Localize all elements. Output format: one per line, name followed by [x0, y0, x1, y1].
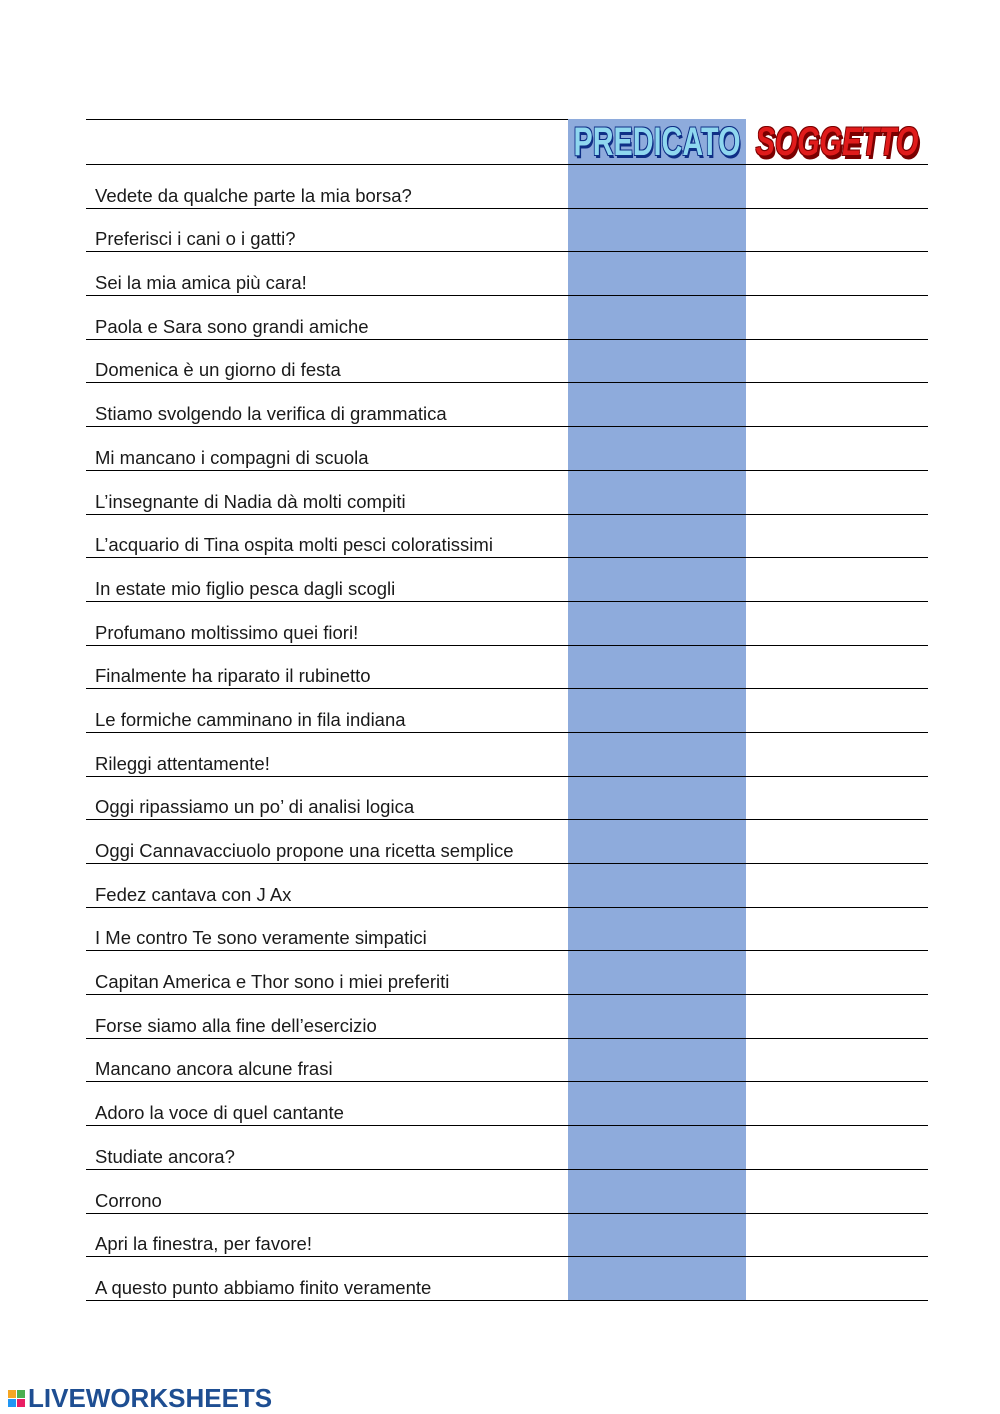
sentence-text: Stiamo svolgendo la verifica di grammatica: [95, 403, 447, 425]
soggetto-answer-cell[interactable]: [746, 515, 928, 558]
soggetto-answer-cell[interactable]: [746, 777, 928, 820]
sentence-row: [86, 383, 928, 427]
soggetto-answer-cell[interactable]: [746, 951, 928, 994]
sentence-text: Adoro la voce di quel cantante: [95, 1102, 344, 1124]
soggetto-answer-cell[interactable]: [746, 733, 928, 776]
sentence-row: [86, 1170, 928, 1214]
sentence-text: Preferisci i cani o i gatti?: [95, 228, 296, 250]
sentence-row: [86, 471, 928, 515]
sentence-row: [86, 296, 928, 340]
sentence-row: [86, 820, 928, 864]
sentence-row: [86, 1039, 928, 1083]
soggetto-answer-cell[interactable]: [746, 1126, 928, 1169]
predicato-answer-cell[interactable]: [568, 995, 746, 1038]
sentence-list: [86, 165, 928, 1301]
soggetto-answer-cell[interactable]: [746, 1082, 928, 1125]
soggetto-answer-cell[interactable]: [746, 908, 928, 951]
soggetto-answer-cell[interactable]: [746, 689, 928, 732]
predicato-header: PREDICATO: [573, 119, 741, 164]
sentence-text: In estate mio figlio pesca dagli scogli: [95, 577, 396, 599]
predicato-answer-cell[interactable]: [568, 1214, 746, 1257]
sentence-text: Forse siamo alla fine dell’esercizio: [95, 1014, 377, 1036]
soggetto-answer-cell[interactable]: [746, 1039, 928, 1082]
sentence-row: [86, 558, 928, 602]
predicato-answer-cell[interactable]: [568, 951, 746, 994]
soggetto-answer-cell[interactable]: [746, 340, 928, 383]
sentence-row: [86, 689, 928, 733]
header-row: [86, 119, 928, 165]
sentence-text: L’acquario di Tina ospita molti pesci coloratissimi: [95, 534, 493, 556]
predicato-answer-cell[interactable]: [568, 296, 746, 339]
soggetto-answer-cell[interactable]: [746, 646, 928, 689]
sentence-text: Profumano moltissimo quei fiori!: [95, 621, 359, 643]
soggetto-answer-cell[interactable]: [746, 471, 928, 514]
predicato-answer-cell[interactable]: [568, 515, 746, 558]
liveworksheets-logo-icon: [8, 1390, 25, 1407]
sentence-text: Finalmente ha riparato il rubinetto: [95, 665, 371, 687]
sentence-row: [86, 252, 928, 296]
sentence-text: Oggi Cannavacciuolo propone una ricetta semplice: [95, 840, 514, 861]
soggetto-answer-cell[interactable]: [746, 820, 928, 863]
predicato-answer-cell[interactable]: [568, 820, 746, 863]
sentence-row: [86, 995, 928, 1039]
predicato-answer-cell[interactable]: [568, 209, 746, 252]
sentence-row: [86, 951, 928, 995]
sentence-row: [86, 1257, 928, 1301]
sentence-row: [86, 1214, 928, 1258]
predicato-answer-cell[interactable]: [568, 558, 746, 601]
predicato-answer-cell[interactable]: [568, 733, 746, 776]
soggetto-answer-cell[interactable]: [746, 864, 928, 907]
sentence-text: Le formiche camminano in fila indiana: [95, 708, 406, 730]
sentence-text: Corrono: [95, 1189, 162, 1211]
sentence-row: [86, 427, 928, 471]
sentence-text: L’insegnante di Nadia dà molti compiti: [95, 490, 406, 512]
predicato-answer-cell[interactable]: [568, 1170, 746, 1213]
brand-name: LIVEWORKSHEETS: [28, 1383, 273, 1413]
predicato-answer-cell[interactable]: [568, 471, 746, 514]
soggetto-answer-cell[interactable]: [746, 995, 928, 1038]
predicato-answer-cell[interactable]: [568, 252, 746, 295]
sentence-row: [86, 733, 928, 777]
sentence-text: A questo punto abbiamo finito veramente: [95, 1276, 432, 1298]
soggetto-answer-cell[interactable]: [746, 1170, 928, 1213]
predicato-answer-cell[interactable]: [568, 340, 746, 383]
sentence-row: [86, 908, 928, 952]
sentence-text: Apri la finestra, per favore!: [95, 1233, 312, 1255]
worksheet: [86, 119, 928, 1301]
sentence-text: Fedez cantava con J Ax: [95, 883, 292, 905]
sentence-row: [86, 165, 928, 209]
sentence-text: Paola e Sara sono grandi amiche: [95, 315, 369, 337]
predicato-answer-cell[interactable]: [568, 1082, 746, 1125]
sentence-text: Vedete da qualche parte la mia borsa?: [95, 184, 412, 206]
sentence-row: [86, 515, 928, 559]
predicato-answer-cell[interactable]: [568, 383, 746, 426]
soggetto-answer-cell[interactable]: [746, 1214, 928, 1257]
sentence-row: [86, 602, 928, 646]
sentence-row: [86, 340, 928, 384]
soggetto-header: SOGGETTO: [755, 119, 919, 164]
sentence-text: Mancano ancora alcune frasi: [95, 1058, 333, 1080]
sentence-text: Domenica è un giorno di festa: [95, 359, 341, 381]
sentence-text: Oggi ripassiamo un po’ di analisi logica: [95, 796, 415, 818]
sentence-text: Mi mancano i compagni di scuola: [95, 446, 369, 468]
sentence-text: Sei la mia amica più cara!: [95, 272, 307, 294]
predicato-answer-cell[interactable]: [568, 646, 746, 689]
soggetto-answer-cell[interactable]: [746, 602, 928, 645]
predicato-answer-cell[interactable]: [568, 1257, 746, 1300]
predicato-answer-cell[interactable]: [568, 777, 746, 820]
soggetto-answer-cell[interactable]: [746, 296, 928, 339]
predicato-answer-cell[interactable]: [568, 427, 746, 470]
soggetto-answer-cell[interactable]: [746, 252, 928, 295]
sentence-text: Rileggi attentamente!: [95, 752, 270, 774]
predicato-answer-cell[interactable]: [568, 864, 746, 907]
sentence-row: [86, 777, 928, 821]
sentence-row: [86, 864, 928, 908]
soggetto-answer-cell[interactable]: [746, 558, 928, 601]
predicato-answer-cell[interactable]: [568, 1126, 746, 1169]
predicato-answer-cell[interactable]: [568, 602, 746, 645]
sentence-row: [86, 209, 928, 253]
soggetto-answer-cell[interactable]: [746, 1257, 928, 1300]
sentence-row: [86, 646, 928, 690]
soggetto-answer-cell[interactable]: [746, 383, 928, 426]
soggetto-answer-cell[interactable]: [746, 427, 928, 470]
predicato-answer-cell[interactable]: [568, 908, 746, 951]
soggetto-answer-cell[interactable]: [746, 165, 928, 208]
sentence-text: I Me contro Te sono veramente simpatici: [95, 927, 427, 949]
sentence-text: Studiate ancora?: [95, 1145, 235, 1167]
sentence-text: Capitan America e Thor sono i miei preferiti: [95, 971, 450, 993]
soggetto-answer-cell[interactable]: [746, 209, 928, 252]
sentence-row: [86, 1126, 928, 1170]
sentence-row: [86, 1082, 928, 1126]
predicato-answer-cell[interactable]: [568, 1039, 746, 1082]
footer: [8, 1383, 272, 1414]
predicato-answer-cell[interactable]: [568, 165, 746, 208]
predicato-answer-cell[interactable]: [568, 689, 746, 732]
